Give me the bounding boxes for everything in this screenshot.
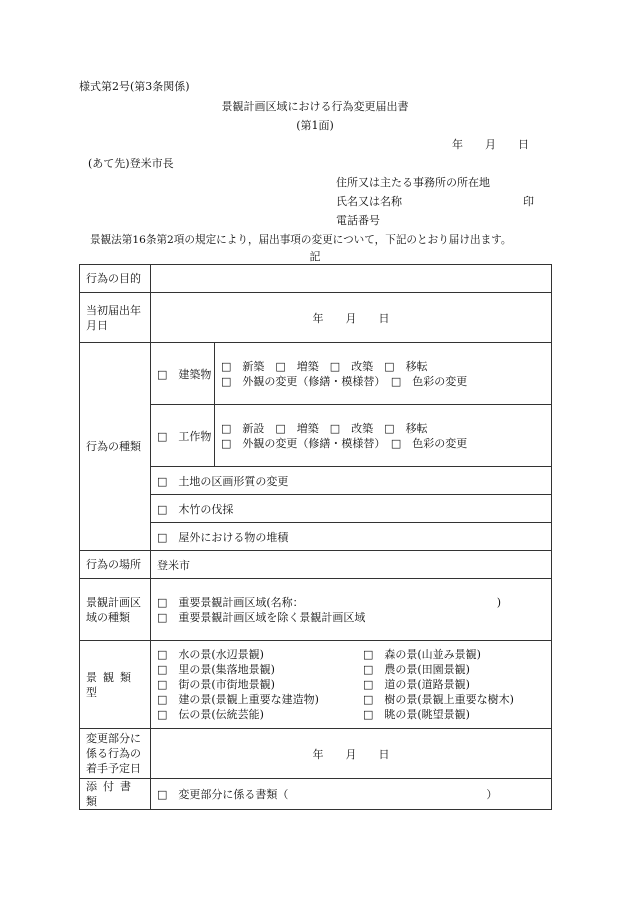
phone-label: 電話番号 [336, 214, 380, 227]
structure-line2[interactable]: □ 外観の変更（修繕・模様替） □ 色彩の変更 [221, 436, 468, 450]
row-purpose [80, 265, 552, 293]
page-indicator: (第1面) [296, 119, 334, 132]
landscape-option[interactable]: □ 樹の景(景観上重要な樹木) [363, 693, 514, 706]
landscape-option[interactable]: □ 伝の景(伝統芸能) [157, 708, 264, 721]
area-option-1-text: □ 重要景観計画区域(名称： [157, 595, 304, 609]
landscape-left-column [157, 647, 363, 722]
location-label: 行為の場所 [80, 551, 151, 579]
row-landscape [80, 641, 552, 729]
attachments-label: 添付書類 [80, 779, 151, 810]
attachments-field[interactable] [151, 779, 552, 810]
types-label: 行為の種類 [80, 343, 151, 551]
landscape-options [151, 641, 552, 729]
trees-checkbox[interactable]: □ 木竹の伐採 [151, 495, 552, 523]
area-label: 景観計画区域の種類 [80, 579, 151, 641]
landscape-option[interactable]: □ 眺の景(眺望景観) [363, 708, 470, 721]
ki-heading: 記 [309, 250, 321, 263]
structure-checkbox[interactable]: □ 工作物 [151, 405, 215, 467]
seal-mark: 印 [523, 195, 534, 208]
land-checkbox[interactable]: □ 土地の区画形質の変更 [151, 467, 552, 495]
row-initial-date [80, 293, 552, 343]
landscape-option[interactable]: □ 農の景(田園景観) [363, 663, 470, 676]
landscape-option[interactable]: □ 道の景(道路景観) [363, 678, 470, 691]
form-title: 景観計画区域における行為変更届出書 [221, 100, 409, 113]
row-start-date [80, 729, 552, 779]
landscape-right-column [363, 647, 514, 722]
landscape-option[interactable]: □ 街の景(市街地景観) [157, 678, 275, 691]
landscape-label: 景観類型 [80, 641, 151, 729]
notification-table [79, 264, 552, 810]
name-label: 氏名又は名称 [336, 195, 402, 208]
landscape-option[interactable]: □ 水の景(水辺景観) [157, 648, 264, 661]
addressee: (あて先)登米市長 [88, 157, 174, 170]
row-type-outdoor [80, 523, 552, 551]
landscape-option[interactable]: □ 森の景(山並み景観) [363, 648, 481, 661]
row-type-land [80, 467, 552, 495]
purpose-label: 行為の目的 [80, 265, 151, 293]
row-attachments [80, 779, 552, 810]
outdoor-checkbox[interactable]: □ 屋外における物の堆積 [151, 523, 552, 551]
row-location [80, 551, 552, 579]
area-option-1-close: ) [496, 595, 501, 609]
start-date-field[interactable]: 年 月 日 [151, 729, 552, 779]
attachments-text: □ 変更部分に係る書類（ [157, 788, 289, 801]
statement-text: 景観法第16条第2項の規定により，届出事項の変更について，下記のとおり届け出ます。 [90, 234, 512, 246]
row-type-building [80, 343, 552, 405]
start-date-label: 変更部分に係る行為の着手予定日 [80, 729, 151, 779]
row-area [80, 579, 552, 641]
location-field[interactable]: 登米市 [151, 551, 552, 579]
row-type-structure [80, 405, 552, 467]
row-type-trees [80, 495, 552, 523]
building-line1[interactable]: □ 新築 □ 増築 □ 改築 □ 移転 [221, 359, 428, 373]
area-options [151, 579, 552, 641]
initial-date-field[interactable]: 年 月 日 [151, 293, 552, 343]
attachments-close: ） [486, 788, 498, 801]
building-options [215, 343, 552, 405]
area-option-1[interactable] [157, 595, 551, 610]
address-label: 住所又は主たる事務所の所在地 [336, 176, 490, 189]
initial-date-label: 当初届出年月日 [80, 293, 151, 343]
building-line2[interactable]: □ 外観の変更（修繕・模様替） □ 色彩の変更 [221, 374, 468, 388]
purpose-field[interactable] [151, 265, 552, 293]
landscape-option[interactable]: □ 建の景(景観上重要な建造物) [157, 693, 319, 706]
structure-line1[interactable]: □ 新設 □ 増築 □ 改築 □ 移転 [221, 421, 428, 435]
area-option-2[interactable]: □ 重要景観計画区域を除く景観計画区域 [157, 610, 366, 624]
submission-date: 年 月 日 [452, 138, 529, 151]
structure-options [215, 405, 552, 467]
form-number: 様式第2号(第3条関係) [79, 80, 190, 93]
landscape-option[interactable]: □ 里の景(集落地景観) [157, 663, 275, 676]
building-checkbox[interactable]: □ 建築物 [151, 343, 215, 405]
